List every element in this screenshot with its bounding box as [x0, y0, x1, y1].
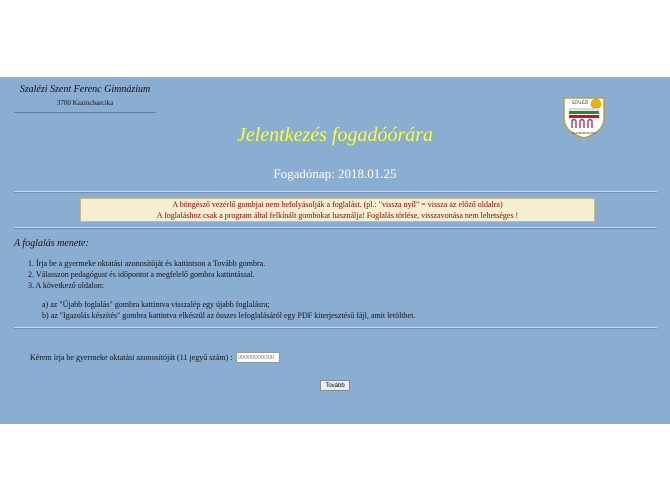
student-id-row — [30, 352, 280, 363]
crest-top-text: SZALÉZI — [571, 100, 589, 105]
school-header — [14, 84, 156, 113]
warning-line-2: A foglaláshoz csak a program által felkínált gombokat használja! Foglalás törlése, visszavonása nem lehetséges ! — [156, 211, 519, 220]
instructions-heading: A foglalás menete: — [14, 238, 89, 249]
divider-top — [14, 191, 657, 193]
divider-middle — [14, 227, 657, 229]
continue-button[interactable]: Tovább — [320, 380, 350, 391]
student-id-label: Kérem írja be gyermeke oktatási azonosítóját (11 jegyű szám) : — [30, 353, 233, 362]
main-panel — [0, 77, 670, 424]
page-title: Jelentkezés fogadóórára — [236, 124, 434, 146]
school-city: 3700 Kazincbarcika — [56, 99, 114, 107]
appointment-date: Fogadónap: 2018.01.25 — [273, 166, 397, 181]
instruction-substep: b) az "Igazolás készítés" gombra kattintva elkészül az összes lefoglalásáról egy PDF kiterjesztésű fájl, amit letölthet. — [42, 311, 416, 320]
instruction-substep: a) az "Újabb foglalás" gombra kattintva visszalép egy újabb foglalásra; — [42, 300, 270, 309]
instruction-step: 3. A következő oldalon: — [28, 281, 104, 290]
school-name: Szalézi Szent Ferenc Gimnázium — [19, 84, 151, 95]
crest-bottom-text: KAZINCBARCIKA — [571, 131, 597, 135]
school-divider — [14, 112, 156, 113]
warning-line-1: A böngésző vezérlő gombjai nem befolyásolják a foglalást. (pl.: "vissza nyíl" = vissza az előző oldalra) — [172, 200, 503, 209]
instruction-substeps — [42, 299, 415, 321]
warning-box — [80, 198, 595, 222]
instruction-step: 2. Válasszon pedagógust és időpontot a megfelelő gombra kattintással. — [28, 270, 255, 279]
instruction-steps — [28, 258, 265, 291]
student-id-input[interactable] — [236, 352, 280, 363]
instruction-step: 1. Írja be a gyermeke oktatási azonosítóját és kattintson a Tovább gombra. — [28, 259, 266, 268]
divider-bottom — [14, 327, 657, 329]
